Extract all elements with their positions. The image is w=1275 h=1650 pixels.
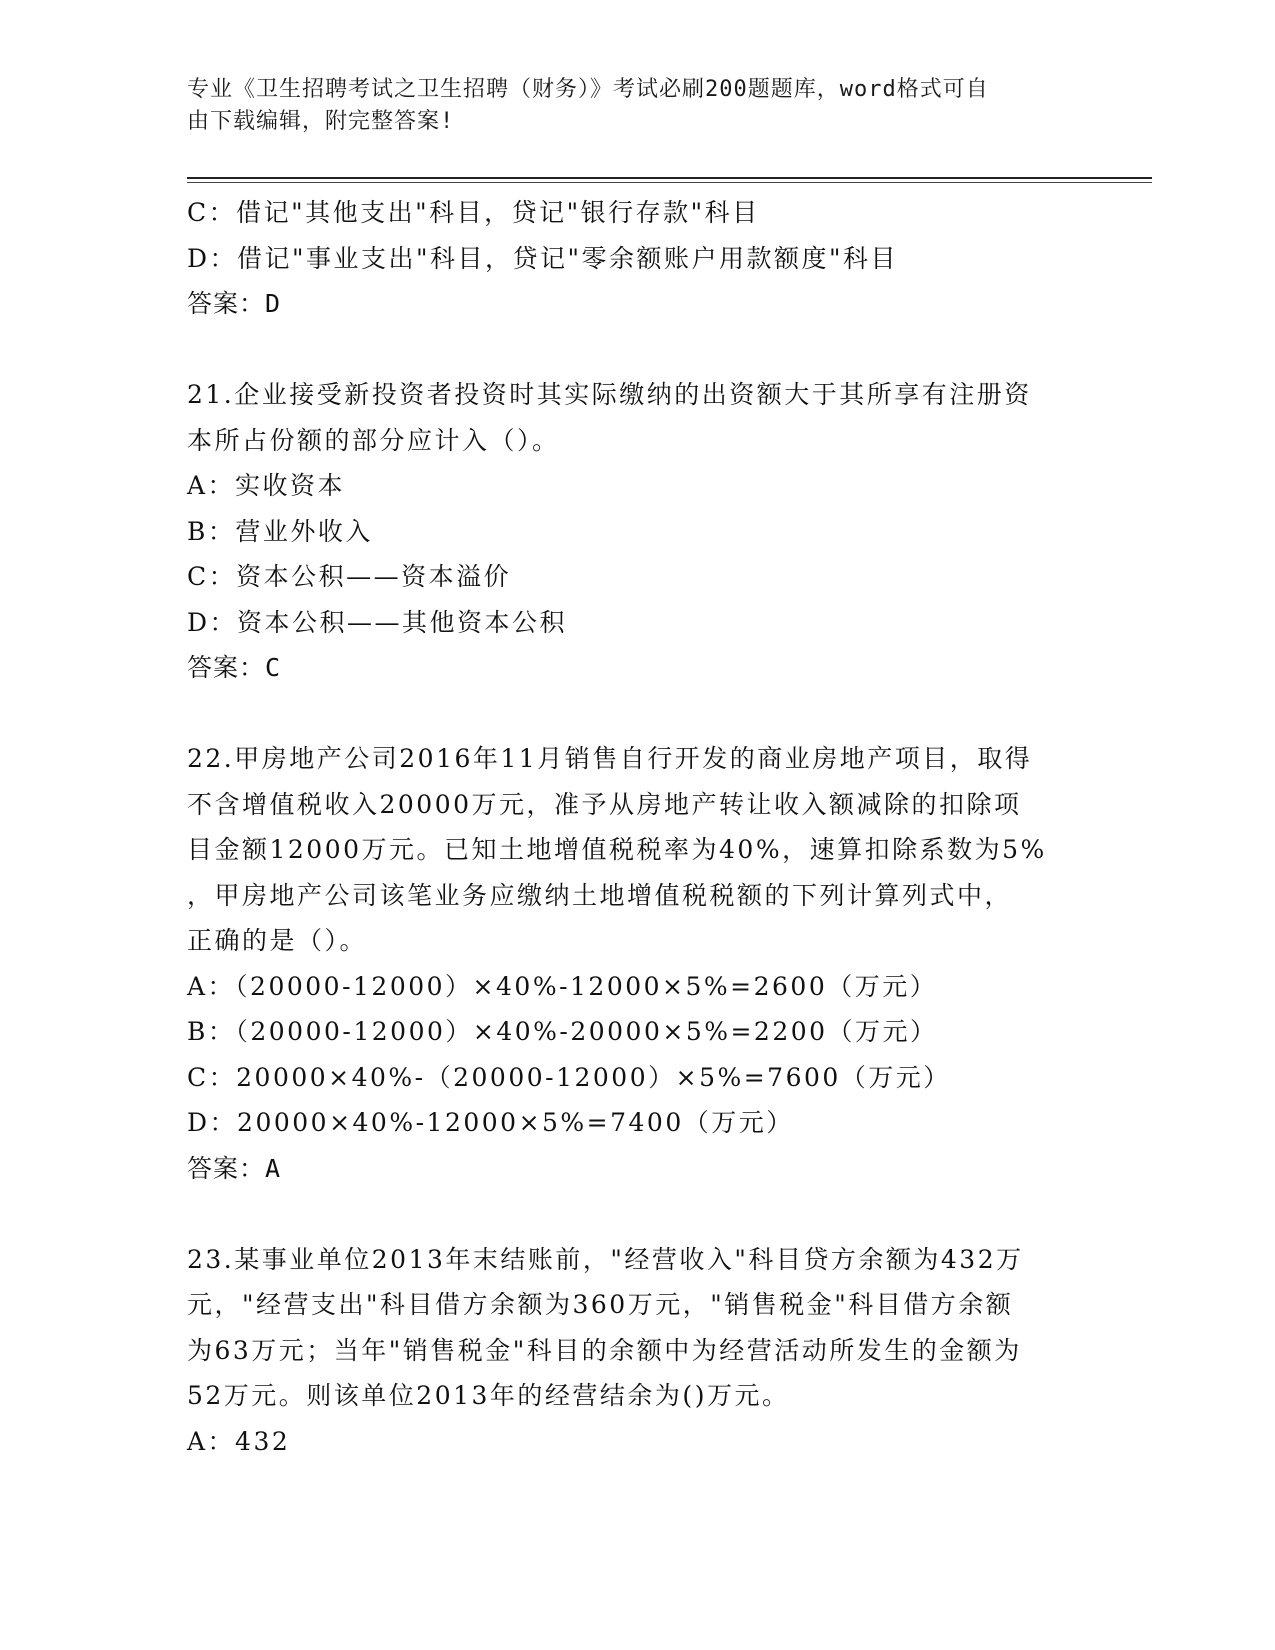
header-divider	[187, 177, 1152, 179]
header-line-2: 由下载编辑，附完整答案!	[187, 109, 455, 134]
option-d: D：资本公积——其他资本公积	[187, 607, 568, 637]
option-c: C：资本公积——资本溢价	[187, 562, 512, 591]
option-d: D：20000×40%-12000×5%=7400（万元）	[187, 1108, 794, 1137]
option-b: B：营业外收入	[187, 516, 373, 546]
option-a: A：实收资本	[187, 471, 346, 500]
answer-label: 答案：	[187, 1153, 266, 1183]
question-content	[187, 190, 1067, 1464]
option-c: C：20000×40%-（20000-12000）×5%=7600（万元）	[187, 1062, 951, 1092]
option-a: A：（20000-12000）×40%-12000×5%=2600（万元）	[187, 971, 938, 1001]
previous-question-tail	[187, 190, 1067, 327]
question-stem-line: 不含增值税收入20000万元，准予从房地产转让收入额减除的扣除项	[187, 789, 1022, 819]
spacer	[187, 327, 1067, 373]
question-stem-line: 元，"经营支出"科目借方余额为360万元，"销售税金"科目借方余额	[187, 1290, 1014, 1319]
answer-value: A	[265, 1153, 282, 1183]
question-stem-line: 正确的是（）。	[187, 926, 368, 955]
answer-label: 答案：	[187, 653, 266, 682]
question-stem-line: 22.甲房地产公司2016年11月销售自行开发的商业房地产项目，取得	[187, 744, 1033, 773]
header-line-1: 专业《卫生招聘考试之卫生招聘（财务）》考试必刷200题题库，word格式可自	[187, 77, 989, 102]
answer-value: D	[265, 289, 282, 318]
answer-line	[187, 1146, 1067, 1192]
question-stem-line: 本所占份额的部分应计入（）。	[187, 425, 560, 455]
answer-line	[187, 645, 1067, 691]
spacer	[187, 1191, 1067, 1237]
spacer	[187, 691, 1067, 737]
question-stem-line: 目金额12000万元。已知土地增值税税率为40%，速算扣除系数为5%	[187, 835, 1047, 864]
question-21	[187, 372, 1067, 691]
option-c: C：借记"其他支出"科目，贷记"银行存款"科目	[187, 198, 760, 227]
option-b: B：（20000-12000）×40%-20000×5%=2200（万元）	[187, 1017, 938, 1046]
question-stem-line: 23.某事业单位2013年末结账前，"经营收入"科目贷方余额为432万	[187, 1244, 1024, 1274]
option-a: A：432	[187, 1426, 291, 1456]
answer-line	[187, 281, 1067, 327]
question-23	[187, 1237, 1067, 1465]
question-22	[187, 736, 1067, 1191]
question-stem-line: ，甲房地产公司该笔业务应缴纳土地增值税税额的下列计算列式中，	[187, 880, 1013, 910]
question-stem-line: 为63万元；当年"销售税金"科目的余额中为经营活动所发生的金额为	[187, 1335, 1022, 1365]
header-divider-thin	[187, 182, 1152, 183]
option-d: D：借记"事业支出"科目，贷记"零余额账户用款额度"科目	[187, 243, 899, 273]
answer-value: C	[265, 653, 282, 682]
document-header	[187, 74, 1067, 138]
question-stem-line: 21.企业接受新投资者投资时其实际缴纳的出资额大于其所享有注册资	[187, 380, 1032, 409]
question-stem-line: 52万元。则该单位2013年的经营结余为()万元。	[187, 1381, 790, 1410]
answer-label: 答案：	[187, 289, 266, 318]
